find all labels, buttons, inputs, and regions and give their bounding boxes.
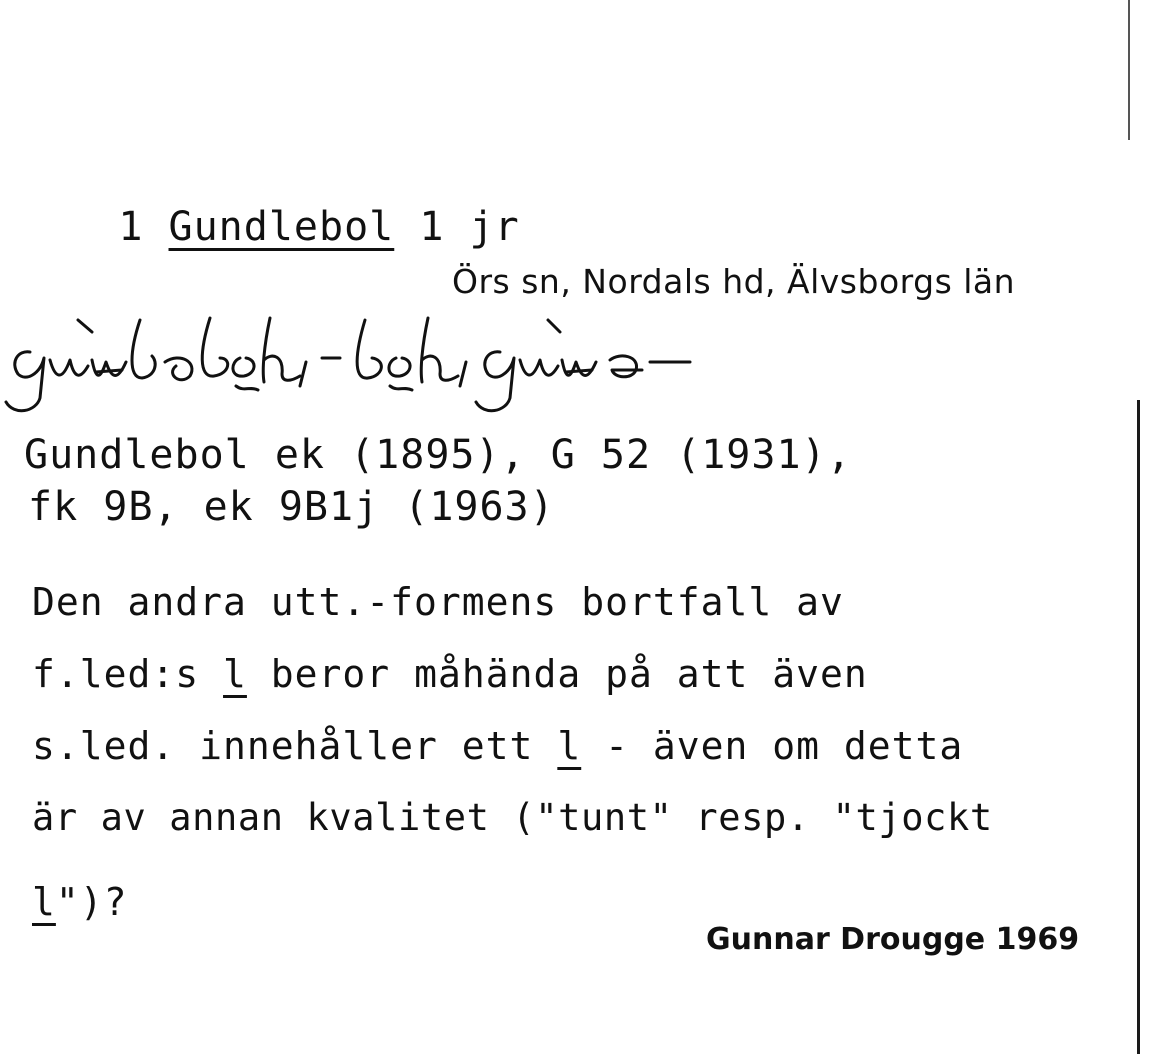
commentary-line-1: Den andra utt.-formens bortfall av — [32, 580, 844, 624]
commentary-line-3-post: - även om detta — [581, 724, 964, 768]
commentary-underlined-l-2: l — [557, 724, 582, 768]
commentary-line-5 — [32, 880, 128, 924]
handwritten-transcription-svg — [0, 290, 1060, 420]
card-edge-line-top — [1128, 0, 1130, 140]
headword-line — [18, 158, 520, 296]
commentary-line-2-post: beror måhända på att även — [246, 652, 868, 696]
commentary-line-2 — [32, 652, 868, 696]
commentary-line-3-pre: s.led. innehåller ett — [32, 724, 558, 768]
headword-suffix: 1 jr — [419, 204, 520, 250]
commentary-line-3 — [32, 724, 963, 768]
commentary-underlined-l-1: l — [223, 652, 247, 696]
headword-number: 1 — [118, 204, 144, 250]
sources-line-2: fk 9B, ek 9B1j (1963) — [28, 484, 555, 530]
signature: Gunnar Drougge 1969 — [706, 922, 1080, 957]
headword: Gundlebol — [168, 204, 395, 250]
card-edge-line — [1137, 400, 1140, 1054]
commentary-underlined-l-3: l — [32, 880, 56, 924]
phonetic-transcription — [0, 290, 1060, 425]
location: Örs sn, Nordals hd, Älvsborgs län — [452, 262, 1016, 301]
commentary-line-5-post: ")? — [55, 880, 128, 924]
commentary-line-4: är av annan kvalitet ("tunt" resp. "tjockt — [32, 796, 993, 839]
commentary-line-2-pre: f.led:s — [32, 652, 224, 696]
sources-line-1: Gundlebol ek (1895), G 52 (1931), — [24, 432, 852, 478]
